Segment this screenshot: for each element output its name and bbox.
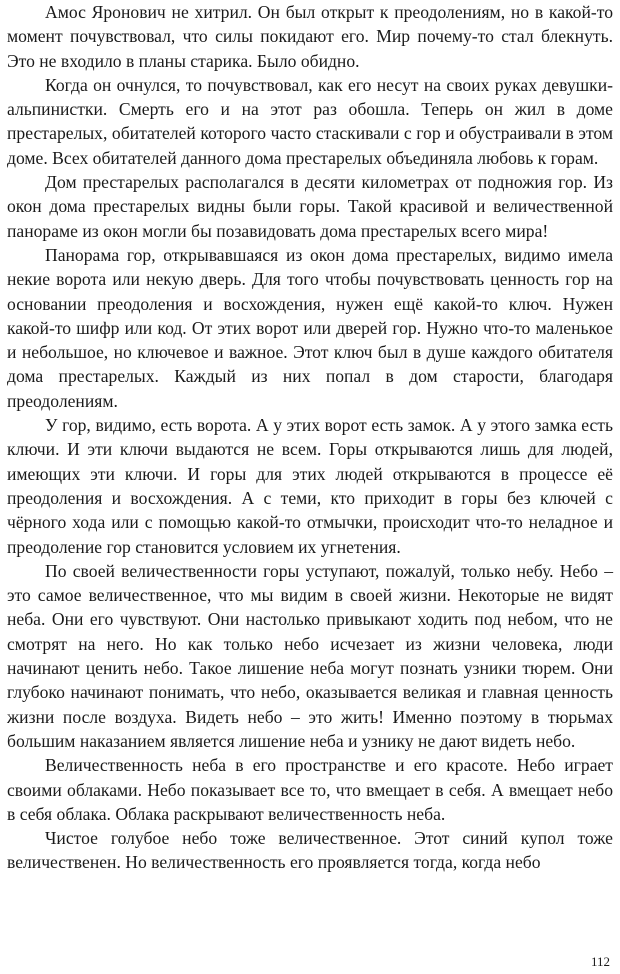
paragraph: У гор, видимо, есть ворота. А у этих ворот есть замок. А у этого замка есть ключи. И эти ключи выдаются не всем. Горы открываются лишь для людей, имеющих эти ключи. И горы для этих людей открываются в процессе её преодоления и восхождения. А с теми, кто приходит в горы без ключей с чёрного хода или с помощью какой-то отмычки, происходит что-то неладное и преодоление гор становится условием их угнетения. — [7, 415, 613, 557]
paragraph: Величественность неба в его пространстве и его красоте. Небо играет своими облаками. Небо показывает все то, что вмещает в себя. А вмещает небо в себя облака. Облака раскрывают величественность неба. — [7, 755, 613, 824]
paragraph: По своей величественности горы уступают, пожалуй, только небу. Небо – это самое величественное, что мы видим в своей жизни. Некоторые не видят неба. Они его чувствуют. Они настолько привыкают ходить под небом, что не смотрят на него. Но как только небо исчезает из жизни человека, люди начинают ценить небо. Такое лишение неба могут познать узники тюрем. Они глубоко начинают понимать, что небо, оказывается великая и главная ценность жизни после воздуха. Видеть небо – это жить! Именно поэтому в тюрьмах большим наказанием является лишение неба и узнику не дают видеть небо. — [7, 560, 613, 751]
page-number: 112 — [590, 954, 610, 969]
paragraph: Когда он очнулся, то почувствовал, как его несут на своих руках девушки-альпинистки. Смерть его и на этот раз обошла. Теперь он жил в доме престарелых, обитателей которого часто стаскивали с гор и обустраивали в этом доме. Всех обитателей данного дома престарелых объединяла любовь к горам. — [7, 74, 613, 168]
document-page — [7, 0, 613, 875]
paragraph: Амос Яронович не хитрил. Он был открыт к преодолениям, но в какой-то момент почувствовал, что силы покидают его. Мир почему-то стал блекнуть. Это не входило в планы старика. Было обидно. — [7, 2, 613, 71]
paragraph: Дом престарелых располагался в десяти километрах от подножия гор. Из окон дома престарелых видны были горы. Такой красивой и величественной панораме из окон могли бы позавидовать дома престарелых всего мира! — [7, 172, 613, 241]
paragraph: Чистое голубое небо тоже величественное. Этот синий купол тоже величественен. Но величественность его проявляется тогда, когда небо — [7, 828, 613, 873]
paragraph: Панорама гор, открывавшаяся из окон дома престарелых, видимо имела некие ворота или некую дверь. Для того чтобы почувствовать ценность гор на основании преодоления и восхождения, нужен ещё какой-то ключ. Нужен какой-то шифр или код. От этих ворот или дверей гор. Нужно что-то маленькое и небольшое, но ключевое и важное. Этот ключ был в душе каждого обитателя дома престарелых. Каждый из них попал в дом старости, благодаря преодолениям. — [7, 244, 613, 411]
